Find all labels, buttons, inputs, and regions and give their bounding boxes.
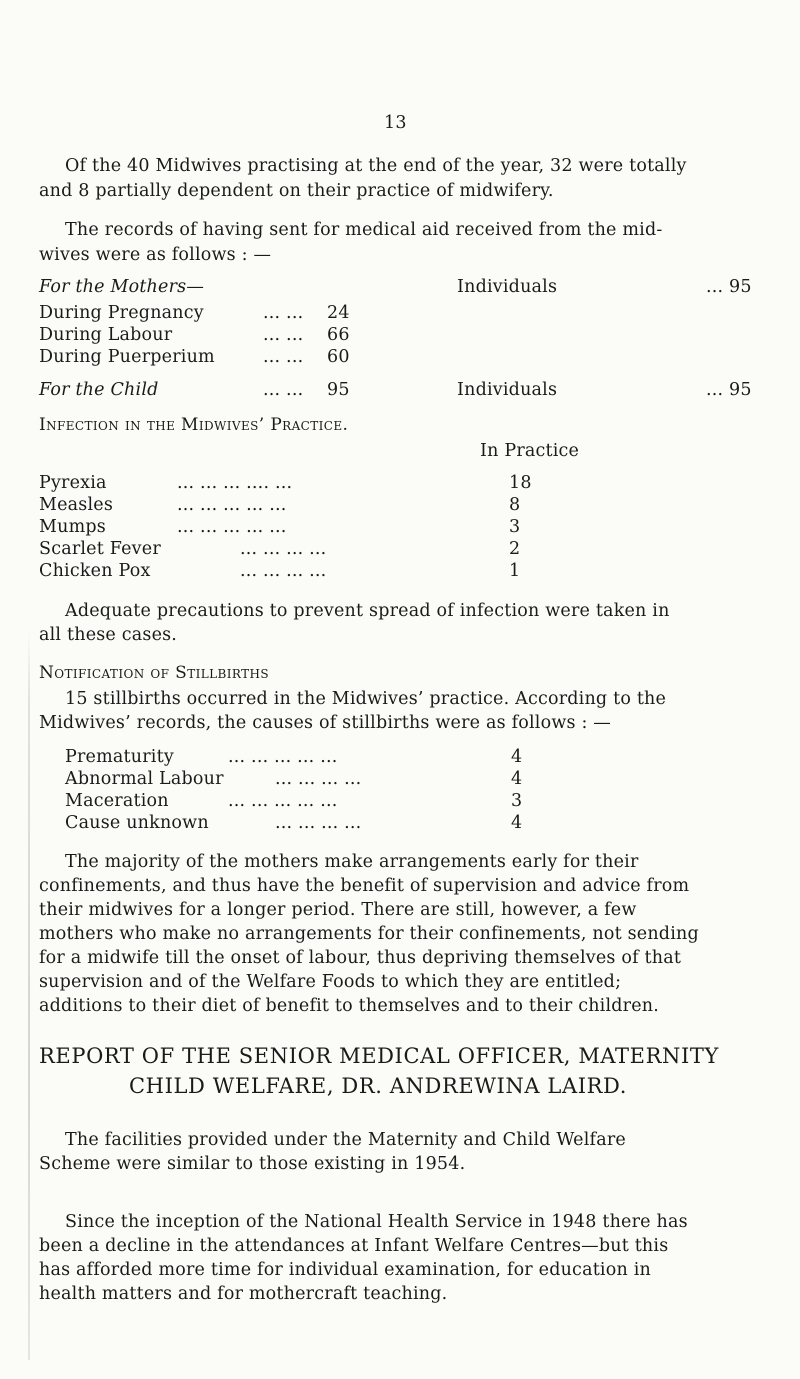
mothers-heading: For the Mothers—	[39, 277, 205, 297]
child-individuals-value: ... 95	[706, 380, 752, 400]
stillbirths-line-2: Midwives’ records, the causes of stillbirths were as follows : —	[39, 713, 611, 733]
child-individuals-label: Individuals	[457, 380, 558, 400]
infection-row-label: Measles	[39, 495, 114, 515]
mothers-individuals-label: Individuals	[457, 277, 558, 297]
report-title-line-1: REPORT OF THE SENIOR MEDICAL OFFICER, MATERNITY	[39, 1044, 719, 1068]
mothers-row-label: During Puerperium	[39, 347, 215, 367]
stillbirth-row-value: 3	[511, 791, 523, 811]
stillbirth-row-value: 4	[511, 813, 523, 833]
paragraph-line: their midwives for a longer period. There are still, however, a few	[39, 900, 637, 920]
paragraph-line: has afforded more time for individual examination, for education in	[39, 1260, 651, 1280]
mothers-row-value: 24	[327, 303, 350, 323]
mothers-row-value: 66	[327, 325, 350, 345]
mothers-row-dots: ... ...	[263, 347, 304, 367]
child-heading: For the Child	[39, 380, 159, 400]
report-para1-line-2: Scheme were similar to those existing in 1954.	[39, 1154, 466, 1174]
stillbirths-heading: Notification of Stillbirths	[39, 663, 269, 683]
infection-row-label: Mumps	[39, 517, 106, 537]
mothers-row-value: 60	[327, 347, 350, 367]
stillbirth-row-dots: ... ... ... ... ...	[228, 791, 338, 811]
infection-note-line-2: all these cases.	[39, 625, 178, 645]
page-number: 13	[384, 113, 407, 133]
report-title-line-2: CHILD WELFARE, DR. ANDREWINA LAIRD.	[129, 1074, 627, 1098]
paragraph-line: mothers who make no arrangements for their confinements, not sending	[39, 924, 699, 944]
infection-heading: Infection in the Midwives’ Practice.	[39, 415, 349, 435]
paragraph-line: additions to their diet of benefit to themselves and to their children.	[39, 996, 660, 1016]
mothers-row-dots: ... ...	[263, 325, 304, 345]
stillbirth-row-value: 4	[511, 747, 523, 767]
infection-row-label: Chicken Pox	[39, 561, 151, 581]
paragraph-line: The majority of the mothers make arrangements early for their	[65, 852, 639, 872]
paragraph-line: health matters and for mothercraft teaching.	[39, 1284, 448, 1304]
records-line-1: The records of having sent for medical aid received from the mid-	[65, 220, 663, 240]
stillbirth-row-label: Cause unknown	[65, 813, 209, 833]
infection-note-line-1: Adequate precautions to prevent spread of infection were taken in	[65, 601, 670, 621]
records-line-2: wives were as follows : —	[39, 245, 272, 265]
infection-row-value: 3	[509, 517, 521, 537]
stillbirth-row-dots: ... ... ... ...	[275, 769, 362, 789]
infection-row-label: Scarlet Fever	[39, 539, 161, 559]
mothers-individuals-value: ... 95	[706, 277, 752, 297]
paragraph-line: supervision and of the Welfare Foods to which they are entitled;	[39, 972, 622, 992]
mothers-row-dots: ... ...	[263, 303, 304, 323]
mothers-row-label: During Pregnancy	[39, 303, 204, 323]
stillbirth-row-label: Prematurity	[65, 747, 174, 767]
stillbirths-line-1: 15 stillbirths occurred in the Midwives’ practice. According to the	[65, 689, 667, 709]
infection-row-label: Pyrexia	[39, 473, 107, 493]
paragraph-line: been a decline in the attendances at Infant Welfare Centres—but this	[39, 1236, 669, 1256]
infection-column-header: In Practice	[480, 441, 580, 461]
child-dots: ... ...	[263, 380, 304, 400]
stillbirth-row-value: 4	[511, 769, 523, 789]
intro-line-2: and 8 partially dependent on their practice of midwifery.	[39, 181, 554, 201]
infection-row-value: 1	[509, 561, 521, 581]
paragraph-line: Since the inception of the National Health Service in 1948 there has	[65, 1212, 688, 1232]
infection-row-value: 18	[509, 473, 532, 493]
stillbirth-row-label: Maceration	[65, 791, 169, 811]
stillbirth-row-dots: ... ... ... ... ...	[228, 747, 338, 767]
paragraph-line: confinements, and thus have the benefit of supervision and advice from	[39, 876, 690, 896]
stillbirth-row-dots: ... ... ... ...	[275, 813, 362, 833]
infection-row-dots: ... ... ... ... ...	[177, 517, 287, 537]
report-para1-line-1: The facilities provided under the Maternity and Child Welfare	[65, 1130, 626, 1150]
infection-row-value: 2	[509, 539, 521, 559]
infection-row-value: 8	[509, 495, 521, 515]
paragraph-line: for a midwife till the onset of labour, thus depriving themselves of that	[39, 948, 682, 968]
infection-row-dots: ... ... ... ... ...	[177, 495, 287, 515]
infection-row-dots: ... ... ... ...	[240, 561, 327, 581]
stillbirth-row-label: Abnormal Labour	[65, 769, 224, 789]
intro-line-1: Of the 40 Midwives practising at the end of the year, 32 were totally	[65, 156, 687, 176]
infection-row-dots: ... ... ... ...	[240, 539, 327, 559]
child-value: 95	[327, 380, 350, 400]
infection-row-dots: ... ... ... .... ...	[177, 473, 293, 493]
scan-edge-shadow	[28, 630, 30, 1360]
mothers-row-label: During Labour	[39, 325, 173, 345]
